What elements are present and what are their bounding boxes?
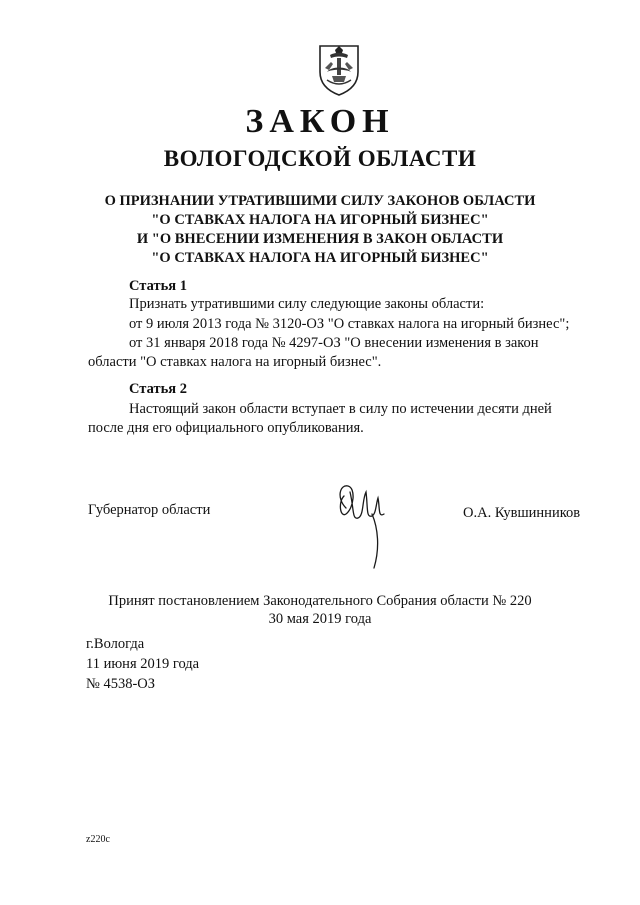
subtitle-line: О ПРИЗНАНИИ УТРАТИВШИМИ СИЛУ ЗАКОНОВ ОБЛАСТИ: [104, 193, 536, 209]
law-number: № 4538-ОЗ: [86, 676, 156, 692]
subtitle-line: "О СТАВКАХ НАЛОГА НА ИГОРНЫЙ БИЗНЕС": [151, 212, 489, 228]
article-2-heading: Статья 2: [129, 381, 187, 397]
subtitle-line: "О СТАВКАХ НАЛОГА НА ИГОРНЫЙ БИЗНЕС": [151, 250, 489, 266]
handwritten-signature: [332, 478, 392, 574]
law-subtitle: [80, 192, 560, 268]
adoption-date: 30 мая 2019 года: [268, 611, 372, 627]
article-1-item-2-line-1: от 31 января 2018 года № 4297-ОЗ "О внесении изменения в закон: [129, 335, 539, 351]
region-title: ВОЛОГОДСКОЙ ОБЛАСТИ: [163, 146, 477, 171]
document-title: ЗАКОН: [245, 103, 395, 140]
footer-code: z220c: [86, 834, 110, 845]
article-2-line-2: после дня его официального опубликования.: [88, 420, 364, 436]
article-1-intro: Признать утратившими силу следующие законы области:: [129, 296, 485, 312]
city: г.Вологда: [86, 636, 145, 652]
signing-date: 11 июня 2019 года: [86, 656, 200, 672]
place-date-block: [86, 634, 199, 694]
signatory-name: О.А. Кувшинников: [463, 505, 581, 521]
article-2-line-1: Настоящий закон области вступает в силу по истечении десяти дней: [129, 401, 552, 417]
article-1-item-2-line-2: области "О ставках налога на игорный бизнес".: [88, 354, 382, 370]
adoption-statement: [0, 592, 640, 628]
subtitle-line: И "О ВНЕСЕНИИ ИЗМЕНЕНИЯ В ЗАКОН ОБЛАСТИ: [136, 231, 504, 247]
signatory-title: Губернатор области: [88, 502, 211, 518]
article-1-item-1: от 9 июля 2013 года № 3120-ОЗ "О ставках налога на игорный бизнес";: [129, 316, 570, 332]
coat-of-arms-emblem: [317, 42, 361, 96]
adoption-line-1: Принят постановлением Законодательного Собрания области № 220: [108, 593, 532, 609]
article-1-heading: Статья 1: [129, 278, 187, 294]
